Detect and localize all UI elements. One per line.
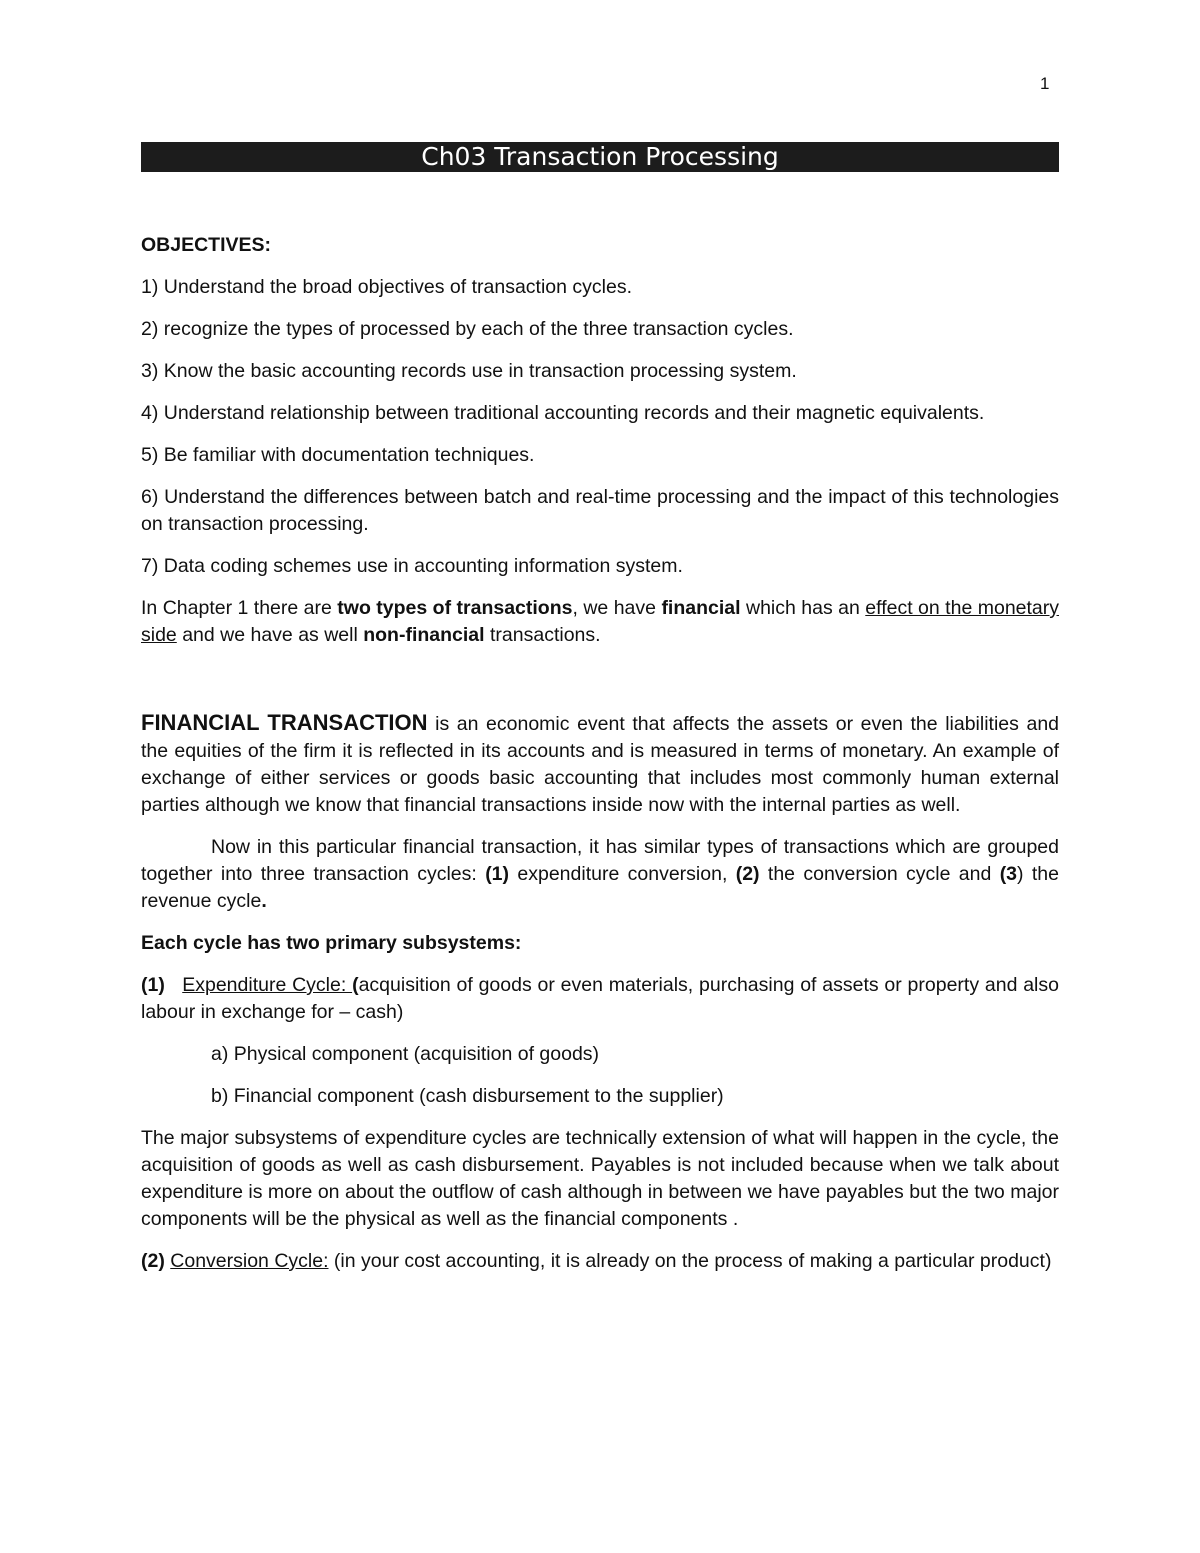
- expenditure-cycle-paragraph: (1) Expenditure Cycle: (acquisition of goods or even materials, purchasing of assets or property and also labour in exchange for – cash): [141, 974, 1059, 1023]
- major-subsystems-paragraph: The major subsystems of expenditure cycles are technically extension of what will happen in the cycle, the acquisition of goods as well as cash disbursement. Payables is not included because when we talk about expenditure is more on about the outflow of cash although in between we have payables but the two major components will be the physical as well as the financial components .: [141, 1127, 1059, 1230]
- expenditure-financial-component: b) Financial component (cash disbursement to the supplier): [211, 1085, 724, 1107]
- intro-paragraph: In Chapter 1 there are two types of transactions, we have financial which has an effect on the monetary side and we have as well non-financial transactions.: [141, 597, 1060, 646]
- objective-item-3: 3) Know the basic accounting records use in transaction processing system.: [141, 360, 797, 382]
- section-spacer: [141, 664, 1059, 709]
- conversion-cycle-paragraph: (2) Conversion Cycle: (in your cost accounting, it is already on the process of making a particular product): [141, 1250, 1052, 1272]
- objectives-heading: OBJECTIVES:: [141, 234, 272, 256]
- objective-item-2: 2) recognize the types of processed by each of the three transaction cycles.: [141, 318, 794, 340]
- objective-item-6: 6) Understand the differences between batch and real-time processing and the impact of this technologies on transaction processing.: [141, 486, 1059, 535]
- expenditure-cycle-label: Expenditure Cycle:: [182, 974, 353, 996]
- financial-transaction-paragraph: FINANCIAL TRANSACTION is an economic event that affects the assets or even the liabilities and the equities of the firm it is reflected in its accounts and is measured in terms of monetary. An example of exchange of either services or goods basic accounting that includes most commonly human external parties although we know that financial transactions inside now with the internal parties as well.: [141, 710, 1060, 816]
- objective-item-5: 5) Be familiar with documentation techniques.: [141, 444, 535, 466]
- objective-item-7: 7) Data coding schemes use in accounting information system.: [141, 555, 683, 577]
- subsystems-heading: Each cycle has two primary subsystems:: [141, 932, 522, 954]
- objective-item-4: 4) Understand relationship between traditional accounting records and their magnetic equivalents.: [141, 402, 985, 424]
- transaction-cycles-paragraph: Now in this particular financial transaction, it has similar types of transactions which are grouped together into three transaction cycles: (1) expenditure conversion, (2) the conversion cycle and (3) the revenue cycle.: [141, 836, 1059, 912]
- document-body: [141, 232, 1059, 1290]
- financial-transaction-term: FINANCIAL TRANSACTION: [141, 710, 428, 735]
- conversion-cycle-label: Conversion Cycle:: [170, 1250, 329, 1272]
- page-number: 1: [1040, 74, 1050, 93]
- expenditure-physical-component: a) Physical component (acquisition of goods): [211, 1043, 600, 1065]
- chapter-title: Ch03 Transaction Processing: [141, 142, 1059, 172]
- objective-item-1: 1) Understand the broad objectives of transaction cycles.: [141, 276, 633, 298]
